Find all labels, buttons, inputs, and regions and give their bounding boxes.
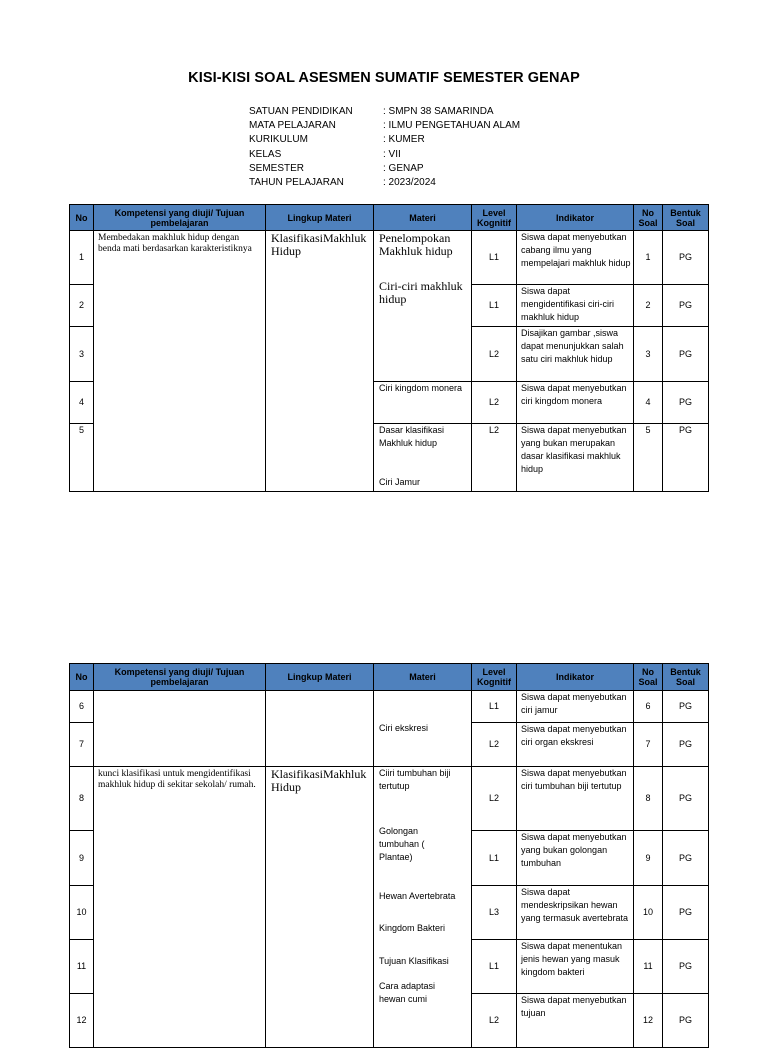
row-no: 6 (70, 691, 94, 723)
kompetensi-cell: kunci klasifikasi untuk mengidentifikasi makhluk hidup di sekitar sekolah/ rumah. (94, 767, 266, 1048)
info-label: SATUAN PENDIDIKAN (249, 106, 353, 117)
row-bentuk-soal: PG (663, 231, 709, 285)
info-value: : GENAP (383, 162, 424, 174)
materi-cell (374, 767, 472, 1048)
info-value: : SMPN 38 SAMARINDA (383, 106, 494, 117)
row-no-soal: 3 (634, 327, 663, 382)
header-level-kognitif: Level Kognitif (472, 205, 517, 231)
materi-item: Cara adaptasi hewan cumi (379, 981, 436, 1005)
info-row-kurikulum (249, 133, 520, 147)
row-bentuk-soal: PG (663, 994, 709, 1048)
materi-cell (374, 424, 472, 492)
info-value: : 2023/2024 (383, 177, 436, 189)
row-indikator: Siswa dapat mendeskripsikan hewan yang termasuk avertebrata (517, 886, 634, 940)
header-materi: Materi (374, 205, 472, 231)
row-indikator: Siswa dapat menyebutkan ciri tumbuhan biji tertutup (517, 767, 634, 831)
row-no-soal: 1 (634, 231, 663, 285)
row-level: L3 (472, 886, 517, 940)
row-indikator: Siswa dapat menyebutkan ciri organ ekskresi (517, 723, 634, 767)
header-no-soal: No Soal (634, 205, 663, 231)
row-no-soal: 2 (634, 285, 663, 327)
info-label: KURIKULUM (249, 134, 308, 146)
kompetensi-cell: Membedakan makhluk hidup dengan benda mati berdasarkan karakteristiknya (94, 231, 266, 492)
row-bentuk-soal: PG (663, 886, 709, 940)
row-no-soal: 8 (634, 767, 663, 831)
lingkup-materi-cell: KlasifikasiMakhluk Hidup (266, 231, 374, 492)
materi-item: Kingdom Bakteri (379, 923, 446, 934)
row-no: 4 (70, 382, 94, 424)
info-value: : KUMER (383, 134, 425, 146)
lingkup-materi-cell: KlasifikasiMakhluk Hidup (266, 767, 374, 1048)
materi-cell (374, 231, 472, 382)
row-no: 11 (70, 940, 94, 994)
row-no-soal: 6 (634, 691, 663, 723)
header-no-soal: No Soal (634, 664, 663, 691)
row-indikator: Siswa dapat menyebutkan yang bukan merupakan dasar klasifikasi makhluk hidup (517, 424, 634, 492)
row-bentuk-soal: PG (663, 940, 709, 994)
row-bentuk-soal: PG (663, 691, 709, 723)
header-level-kognitif: Level Kognitif (472, 664, 517, 691)
kisi-table-1 (69, 204, 709, 492)
info-row-tahun (249, 176, 520, 190)
materi-item: Ciri-ciri makhluk hidup (379, 279, 463, 306)
info-value: : ILMU PENGETAHUAN ALAM (383, 120, 521, 132)
row-no: 2 (70, 285, 94, 327)
row-level: L2 (472, 723, 517, 767)
header-materi: Materi (374, 664, 472, 691)
row-indikator: Siswa dapat menyebutkan ciri kingdom monera (517, 382, 634, 424)
row-level: L1 (472, 231, 517, 285)
row-level: L1 (472, 285, 517, 327)
row-indikator: Siswa dapat menyebutkan cabang ilmu yang mempelajari makhluk hidup (517, 231, 634, 285)
row-no-soal: 5 (634, 424, 663, 492)
row-level: L2 (472, 382, 517, 424)
row-no: 1 (70, 231, 94, 285)
info-label: MATA PELAJARAN (249, 120, 336, 132)
row-bentuk-soal: PG (663, 424, 709, 492)
materi-item: Ciri ekskresi (374, 691, 472, 767)
info-row-mapel (249, 119, 520, 133)
row-no: 10 (70, 886, 94, 940)
row-no-soal: 7 (634, 723, 663, 767)
row-level: L1 (472, 691, 517, 723)
header-lingkup-materi: Lingkup Materi (266, 205, 374, 231)
row-indikator: Siswa dapat menyebutkan tujuan (517, 994, 634, 1048)
kompetensi-cell-empty (94, 691, 266, 767)
row-no-soal: 11 (634, 940, 663, 994)
row-level: L1 (472, 940, 517, 994)
header-no: No (70, 664, 94, 691)
document-title: KISI-KISI SOAL ASESMEN SUMATIF SEMESTER GENAP (188, 70, 580, 86)
row-indikator: Siswa dapat menentukan jenis hewan yang masuk kingdom bakteri (517, 940, 634, 994)
materi-item: Dasar klasifikasi Makhluk hidup (379, 425, 445, 448)
row-bentuk-soal: PG (663, 831, 709, 886)
materi-item: Ciri Jamur (379, 476, 421, 487)
info-label: TAHUN PELAJARAN (249, 177, 344, 189)
row-no-soal: 4 (634, 382, 663, 424)
table-row (70, 231, 709, 285)
info-row-semester (249, 162, 520, 176)
table-header-row (70, 205, 709, 231)
info-label: KELAS (249, 148, 282, 160)
header-bentuk-soal: Bentuk Soal (663, 205, 709, 231)
materi-item: Golongan tumbuhan ( Plantae) (379, 825, 425, 862)
header-indikator: Indikator (517, 205, 634, 231)
row-indikator: Siswa dapat menyebutkan yang bukan golongan tumbuhan (517, 831, 634, 886)
materi-item: Tujuan Klasifikasi (379, 956, 449, 967)
row-no-soal: 9 (634, 831, 663, 886)
row-no: 9 (70, 831, 94, 886)
table-header-row (70, 664, 709, 691)
row-bentuk-soal: PG (663, 767, 709, 831)
info-value: : VII (383, 148, 401, 160)
row-no: 12 (70, 994, 94, 1048)
row-bentuk-soal: PG (663, 327, 709, 382)
row-level: L2 (472, 327, 517, 382)
row-no: 5 (70, 424, 94, 492)
materi-item: Ciri kingdom monera (374, 382, 472, 424)
info-row-satuan (249, 105, 520, 119)
row-indikator: Siswa dapat mengidentifikasi ciri-ciri makhluk hidup (517, 285, 634, 327)
header-no: No (70, 205, 94, 231)
header-kompetensi: Kompetensi yang diuji/ Tujuan pembelajaran (94, 664, 266, 691)
table-row (70, 691, 709, 723)
row-no: 7 (70, 723, 94, 767)
document-info (249, 105, 520, 190)
row-level: L1 (472, 831, 517, 886)
row-indikator: Siswa dapat menyebutkan ciri jamur (517, 691, 634, 723)
materi-item: Penelompokan Makhluk hidup (379, 231, 453, 258)
lingkup-materi-cell-empty (266, 691, 374, 767)
row-bentuk-soal: PG (663, 285, 709, 327)
header-bentuk-soal: Bentuk Soal (663, 664, 709, 691)
row-level: L2 (472, 994, 517, 1048)
info-label: SEMESTER (249, 162, 305, 174)
header-kompetensi: Kompetensi yang diuji/ Tujuan pembelajaran (94, 205, 266, 231)
kisi-table-2 (69, 663, 709, 1048)
materi-item: Ciiri tumbuhan biji tertutup (379, 768, 451, 791)
row-level: L2 (472, 767, 517, 831)
row-bentuk-soal: PG (663, 723, 709, 767)
row-indikator: Disajikan gambar ,siswa dapat menunjukkan salah satu ciri makhluk hidup (517, 327, 634, 382)
row-no: 3 (70, 327, 94, 382)
row-bentuk-soal: PG (663, 382, 709, 424)
row-no: 8 (70, 767, 94, 831)
row-no-soal: 10 (634, 886, 663, 940)
row-no-soal: 12 (634, 994, 663, 1048)
materi-item: Hewan Avertebrata (379, 890, 456, 901)
header-indikator: Indikator (517, 664, 634, 691)
row-level: L2 (472, 424, 517, 492)
info-row-kelas (249, 148, 520, 162)
header-lingkup-materi: Lingkup Materi (266, 664, 374, 691)
table-row (70, 767, 709, 831)
